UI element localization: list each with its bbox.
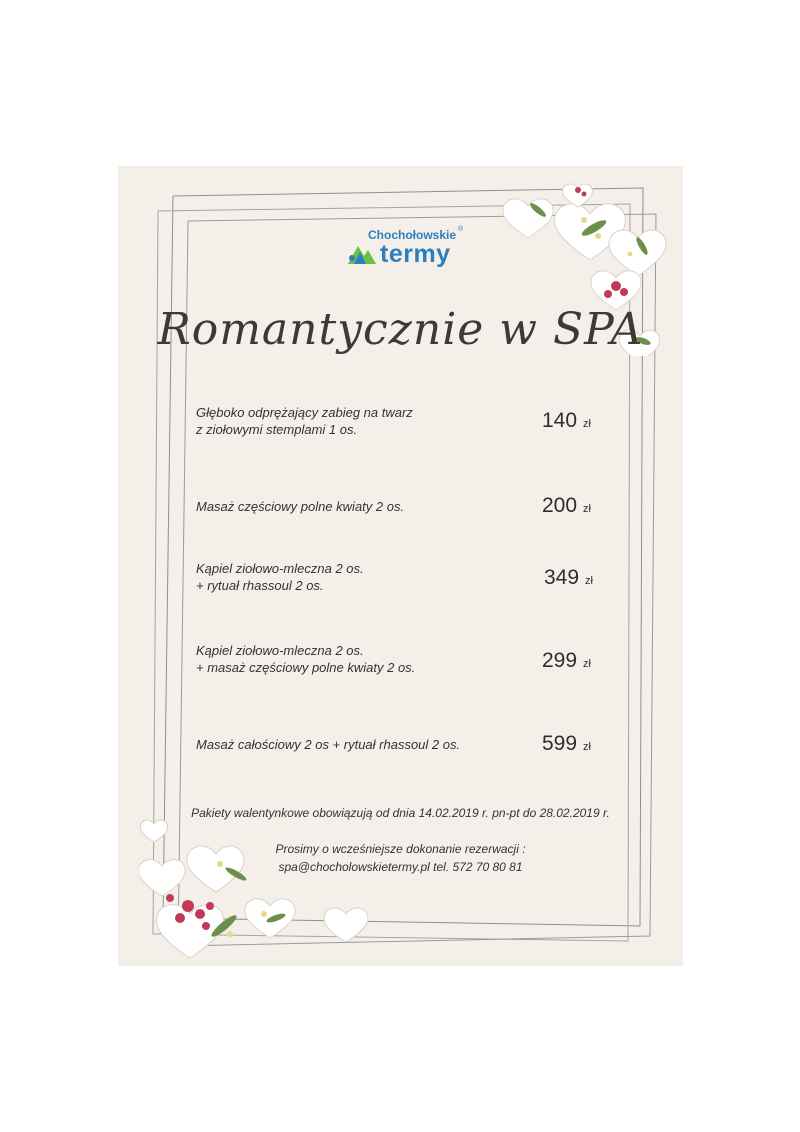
price-value: 299 bbox=[542, 649, 578, 672]
price-currency: zł bbox=[583, 658, 591, 670]
spa-poster bbox=[118, 166, 683, 966]
price-currency: zł bbox=[583, 741, 591, 753]
offer-text: Głęboko odprężający zabieg na twarz z ziołowymi stemplami 1 os. bbox=[196, 405, 413, 437]
contact-details: spa@chocholowskietermy.pl tel. 572 70 80 81 bbox=[278, 860, 523, 874]
price-value: 349 bbox=[544, 566, 580, 589]
brand-main: termy bbox=[380, 240, 451, 268]
page-title: Romantycznie w SPA bbox=[157, 304, 644, 355]
brand-logo bbox=[346, 228, 466, 272]
offer-price bbox=[544, 566, 593, 590]
offer-text: Masaż całościowy 2 os + rytuał rhassoul 2 os. bbox=[196, 737, 461, 752]
brand-top: Chochołowskie bbox=[368, 228, 457, 242]
offer-price bbox=[542, 649, 591, 673]
price-value: 599 bbox=[542, 732, 578, 755]
price-currency: zł bbox=[583, 418, 591, 430]
offer-text: Kąpiel ziołowo-mleczna 2 os. + rytuał rhassoul 2 os. bbox=[196, 561, 364, 593]
price-value: 140 bbox=[542, 409, 578, 432]
price-currency: zł bbox=[583, 503, 591, 515]
validity-notice: Pakiety walentynkowe obowiązują od dnia 14.02.2019 r. pn-pt do 28.02.2019 r. bbox=[191, 806, 610, 820]
price-value: 200 bbox=[542, 494, 578, 517]
contact-block bbox=[118, 840, 683, 876]
offer-price bbox=[542, 732, 591, 756]
offer-price bbox=[542, 409, 591, 433]
offer-text: Masaż częściowy polne kwiaty 2 os. bbox=[196, 499, 405, 514]
price-currency: zł bbox=[585, 575, 593, 587]
mountain-logo-icon bbox=[346, 240, 378, 266]
offer-price bbox=[542, 494, 591, 518]
offer-text: Kąpiel ziołowo-mleczna 2 os. + masaż częściowy polne kwiaty 2 os. bbox=[196, 643, 416, 675]
reservation-note: Prosimy o wcześniejsze dokonanie rezerwacji : bbox=[275, 842, 526, 856]
floral-hearts-bottom-icon bbox=[140, 814, 380, 964]
brand-registered: ® bbox=[458, 226, 464, 233]
